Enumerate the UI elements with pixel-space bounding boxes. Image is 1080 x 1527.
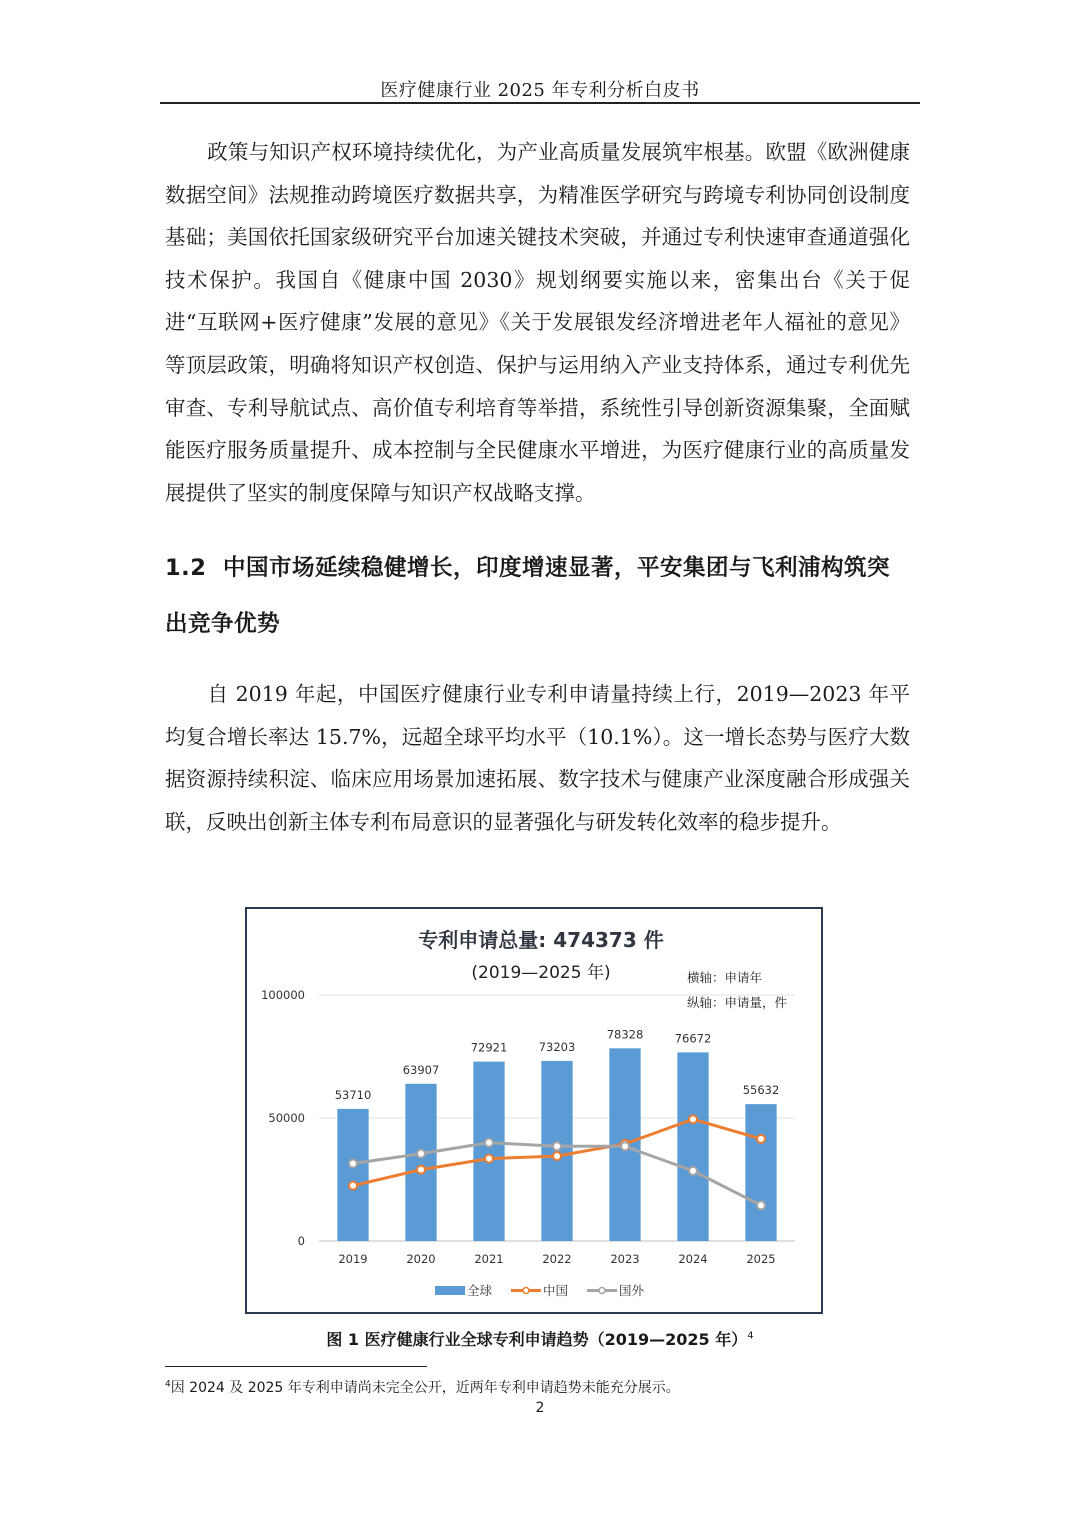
bar-value-label: 73203 [538,1039,576,1054]
section-number: 1.2 [165,555,207,581]
chart-x-axis-note: 横轴：申请年 [687,970,763,985]
point-中国-2025 [757,1135,765,1143]
point-中国-2021 [485,1155,493,1163]
legend-marker-中国 [523,1288,529,1294]
footnote-mark: 4 [165,1379,171,1390]
bar-2025 [745,1104,776,1241]
chart-subtitle: (2019—2025 年) [471,963,611,983]
bar-2020 [405,1084,436,1241]
point-中国-2022 [553,1152,561,1160]
x-tick-label: 2019 [338,1252,368,1266]
bar-value-label: 78328 [606,1027,644,1042]
x-tick-label: 2021 [474,1252,504,1266]
point-国外-2020 [417,1150,425,1158]
paragraph-growth-text: 自 2019 年起，中国医疗健康行业专利申请量持续上行，2019—2023 年平均复合增长率达 15.7%，远超全球平均水平（10.1%）。这一增长态势与医疗大数据资源持续积淀、临床应用场景加速拓展、数字技术与健康产业深度融合形成强关联，反映出创新主体专利布局意识的显著强化与研发转化效率的稳步提升。 [165,682,910,834]
bar-value-label: 53710 [334,1087,372,1102]
bar-2019 [337,1109,368,1241]
paragraph-policy-text: 政策与知识产权环境持续优化，为产业高质量发展筑牢根基。欧盟《欧洲健康数据空间》法规推动跨境医疗数据共享，为精准医学研究与跨境专利协同创设制度基础；美国依托国家级研究平台加速关键技术突破，并通过专利快速审查通道强化技术保护。我国自《健康中国 2030》规划纲要实施以来，密集出台《关于促进“互联网+医疗健康”发展的意见》《关于发展银发经济增进老年人福祉的意见》等顶层政策，明确将知识产权创造、保护与运用纳入产业支持体系，通过专利优先审查、专利导航试点、高价值专利培育等举措，系统性引导创新资源集聚，全面赋能医疗服务质量提升、成本控制与全民健康水平增进，为医疗健康行业的高质量发展提供了坚实的制度保障与知识产权战略支撑。 [165,140,910,505]
x-tick-label: 2023 [610,1252,640,1266]
point-中国-2019 [349,1182,357,1190]
footnote [165,1377,680,1397]
footnote-rule [165,1366,427,1367]
point-国外-2022 [553,1142,561,1150]
point-中国-2020 [417,1166,425,1174]
point-国外-2023 [621,1142,629,1150]
legend-marker-国外 [599,1288,605,1294]
point-国外-2021 [485,1139,493,1147]
footnote-text: 因 2024 及 2025 年专利申请尚未完全公开，近两年专利申请趋势未能充分展示。 [170,1380,680,1396]
x-tick-label: 2022 [542,1252,572,1266]
bar-value-label: 55632 [742,1083,780,1098]
page-number: 2 [535,1400,545,1416]
point-国外-2019 [349,1160,357,1168]
legend-label-中国: 中国 [543,1283,569,1298]
page-header-title: 医疗健康行业 2025 年专利分析白皮书 [380,80,700,101]
bar-2024 [677,1052,708,1241]
chart-y-ticks [261,988,305,1248]
bar-value-label: 72921 [470,1040,508,1055]
point-中国-2024 [689,1115,697,1123]
bar-value-label: 63907 [402,1062,440,1077]
bar-2021 [473,1062,504,1241]
x-tick-label: 2025 [746,1252,776,1266]
figure-caption [0,1327,1080,1350]
legend-label-国外: 国外 [619,1283,645,1298]
legend-label-全球: 全球 [467,1283,493,1298]
point-国外-2024 [689,1167,697,1175]
chart-y-axis-note: 纵轴：申请量，件 [687,995,788,1010]
x-tick-label: 2024 [678,1252,708,1266]
y-tick-label: 50000 [268,1111,305,1125]
chart-legend [435,1283,645,1298]
chart-svg [247,909,821,1312]
paragraph-growth [165,673,910,843]
patent-trend-chart [245,907,823,1314]
chart-bars [335,1027,780,1241]
section-title: 中国市场延续稳健增长，印度增速显著，平安集团与飞利浦构筑突出竞争优势 [165,555,891,637]
paragraph-policy [165,131,910,514]
y-tick-label: 0 [297,1234,305,1248]
section-heading [165,540,910,652]
y-tick-label: 100000 [261,988,305,1002]
figure-caption-footnote-ref: 4 [747,1330,754,1342]
legend-swatch-全球 [435,1286,465,1295]
x-tick-label: 2020 [406,1252,436,1266]
bar-value-label: 76672 [674,1031,712,1046]
point-国外-2025 [757,1201,765,1209]
chart-x-ticks [338,1252,775,1266]
figure-caption-text: 图 1 医疗健康行业全球专利申请趋势（2019—2025 年） [326,1330,748,1349]
header-rule [160,102,920,104]
chart-title: 专利申请总量: 474373 件 [418,928,664,952]
